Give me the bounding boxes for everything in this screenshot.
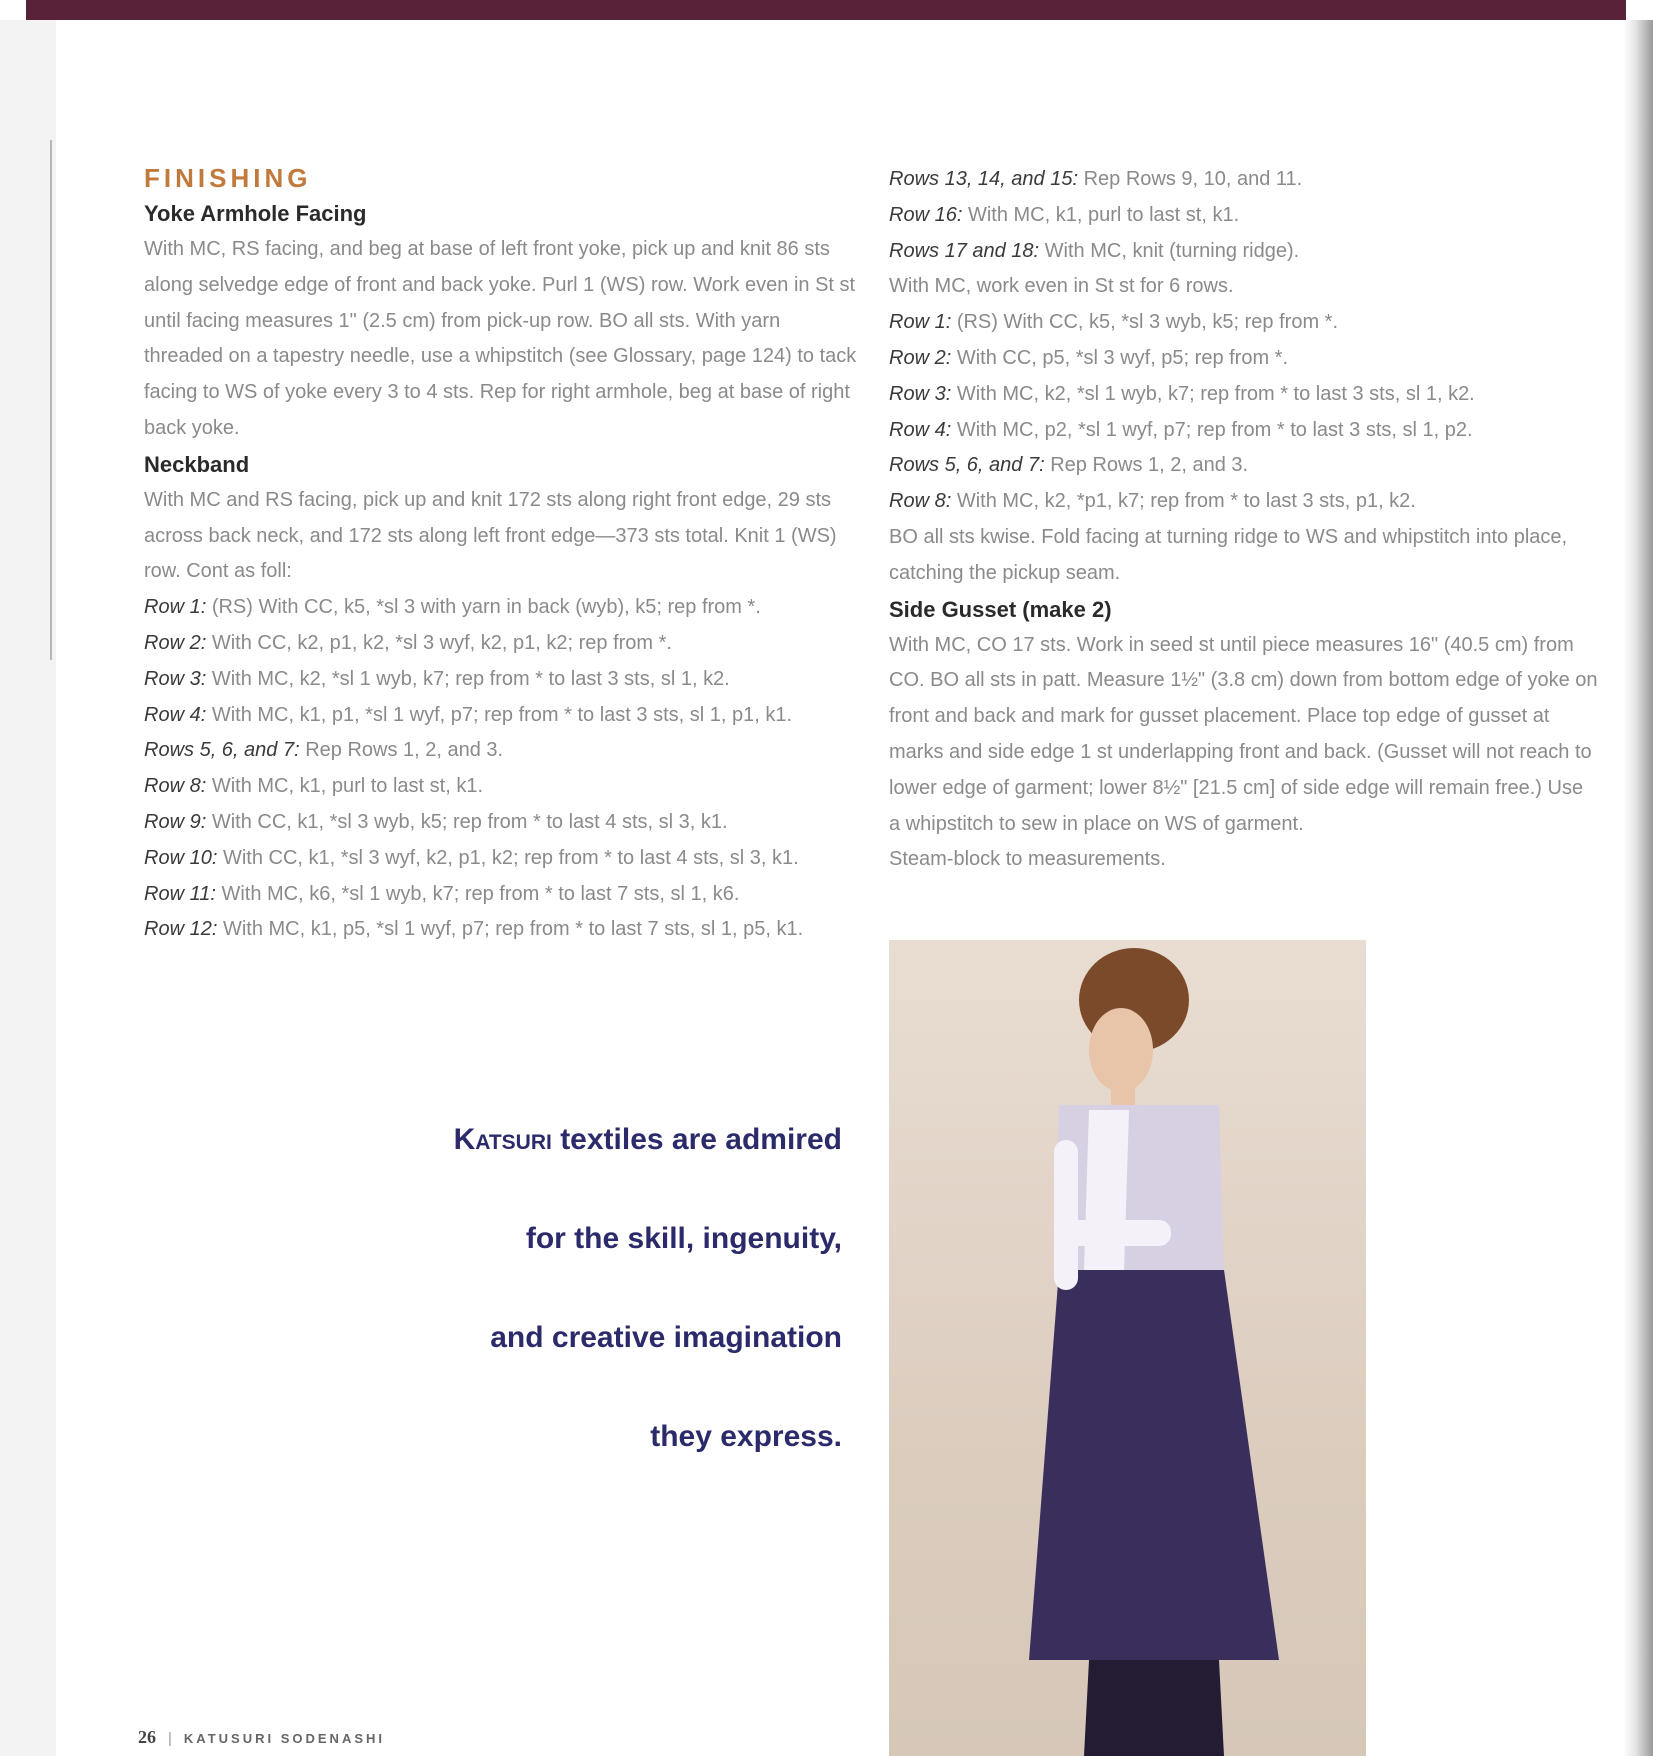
right-column [889,162,1599,878]
gusset-text: With MC, CO 17 sts. Work in seed st until piece measures 16" (40.5 cm) from CO. BO all sts in patt. Measure 1½" (3.8 cm) down from bottom edge of yoke on front and back and mark for gusset placement. Place top edge of gusset at marks and side edge 1 st underlapping front and back. (Gusset will not reach to lower edge of garment; lower 8½" [21.5 cm] of side edge will remain free.) Use a whipstitch to sew in place on WS of garment. [889,633,1598,835]
row-instruction [144,733,864,769]
row-text: With MC, k6, *sl 1 wyb, k7; rep from * to last 7 sts, sl 1, k6. [221,882,740,905]
row-label: Row 1: [889,311,952,334]
neckband-rows [144,590,864,948]
row-instruction [889,448,1599,484]
gusset-heading: Side Gusset (make 2) [889,596,1112,622]
row-label: Row 9: [144,810,207,833]
row-label: Row 11: [144,882,216,905]
row-instruction [889,234,1599,270]
pull-quote [330,1105,842,1501]
row-label: Row 4: [144,703,207,726]
yoke-heading: Yoke Armhole Facing [144,201,367,226]
row-instruction [144,769,864,805]
row-label: Rows 5, 6, and 7: [889,454,1045,477]
quote-text: textiles are admired [560,1123,842,1156]
row-label: Rows 5, 6, and 7: [144,739,300,762]
row-instruction [889,377,1599,413]
row-text: Rep Rows 1, 2, and 3. [1050,454,1249,477]
row-label: Row 8: [889,490,952,513]
row-label: Row 2: [889,346,952,369]
row-text: With MC, k2, *sl 1 wyb, k7; rep from * to last 3 sts, sl 1, k2. [956,382,1475,405]
row-instruction [144,805,864,841]
row-label: Row 3: [889,382,952,405]
row-label: Rows 17 and 18: [889,239,1040,262]
neckband-text: With MC and RS facing, pick up and knit 172 sts along right front edge, 29 sts across back neck, and 172 sts along left front edge—373 sts total. Knit 1 (WS) row. Cont as foll: [144,488,837,583]
row-instruction [144,626,864,662]
row-label: Row 2: [144,631,207,654]
row-text: With MC, knit (turning ridge). [1044,239,1300,262]
page-gutter [0,20,56,1756]
row-label: Row 16: [889,203,963,226]
top-color-bar [26,0,1626,20]
row-label: Row 10: [144,846,218,869]
bind-off-text: BO all sts kwise. Fold facing at turning ridge to WS and whipstitch into place, catching the pickup seam. [889,525,1568,584]
neckband-heading: Neckband [144,451,250,477]
gutter-line [50,140,52,660]
left-column [144,160,864,948]
quote-line [330,1105,842,1204]
row-label: Row 8: [144,775,207,798]
row-text: (RS) With CC, k5, *sl 3 with yarn in back (wyb), k5; rep from *. [211,596,761,619]
row-text: With MC, k1, purl to last st, k1. [967,203,1240,226]
quote-line: for the skill, ingenuity, [525,1222,842,1255]
row-text: With CC, k1, *sl 3 wyf, k2, p1, k2; rep from * to last 4 sts, sl 3, k1. [222,846,799,869]
yoke-text: With MC, RS facing, and beg at base of left front yoke, pick up and knit 86 sts along selvedge edge of front and back yoke. Purl 1 (WS) row. Work even in St st until facing measures 1" (2.5 cm) from pick-up row. BO all sts. With yarn threaded on a tapestry needle, use a whipstitch (see Glossary, page 124) to tack facing to WS of yoke every 3 to 4 sts. Rep for right armhole, beg at base of right back yoke. [144,238,857,439]
row-text: With CC, k2, p1, k2, *sl 3 wyf, k2, p1, k2; rep from *. [211,631,672,654]
even-text: With MC, work even in St st for 6 rows. [889,275,1234,298]
row-instruction [144,662,864,698]
section-title: FINISHING [144,163,312,193]
row-text: With CC, p5, *sl 3 wyf, p5; rep from *. [956,346,1289,369]
row-text: Rep Rows 1, 2, and 3. [305,739,504,762]
row-instruction [889,162,1599,198]
row-text: (RS) With CC, k5, *sl 3 wyb, k5; rep from *. [956,311,1339,334]
model-figure-illustration [889,940,1366,1756]
quote-line: they express. [650,1420,842,1453]
row-label: Row 12: [144,918,218,941]
row-text: With MC, k2, *p1, k7; rep from * to last 3 sts, p1, k2. [956,490,1416,513]
row-text: With MC, k1, p1, *sl 1 wyf, p7; rep from * to last 3 sts, sl 1, p1, k1. [211,703,793,726]
row-instruction [144,841,864,877]
quote-emphasis: Katsuri [453,1123,552,1156]
model-photo [889,940,1366,1756]
book-title: KATUSURI SODENASHI [183,1731,386,1746]
page-edge-shadow [1623,20,1653,1756]
row-text: With MC, k2, *sl 1 wyb, k7; rep from * to last 3 sts, sl 1, k2. [211,667,730,690]
row-label: Row 1: [144,596,207,619]
row-instruction [889,305,1599,341]
row-instruction [889,413,1599,449]
steam-text: Steam-block to measurements. [889,848,1166,871]
row-instruction [144,877,864,913]
row-instruction [889,484,1599,520]
footer-separator: | [168,1730,172,1747]
page-number: 26 [138,1727,156,1747]
page-footer [138,1727,385,1748]
row-instruction [144,912,864,948]
quote-line: and creative imagination [490,1321,842,1354]
row-text: With MC, k1, p5, *sl 1 wyf, p7; rep from * to last 7 sts, sl 1, p5, k1. [222,918,804,941]
row-label: Rows 13, 14, and 15: [889,168,1079,190]
row-instruction [144,590,864,626]
row-instruction [889,198,1599,234]
row-label: Row 4: [889,418,952,441]
row-text: With CC, k1, *sl 3 wyb, k5; rep from * to last 4 sts, sl 3, k1. [211,810,728,833]
row-text: With MC, k1, purl to last st, k1. [211,775,483,798]
row-instruction [144,698,864,734]
row-label: Row 3: [144,667,207,690]
row-instruction [889,341,1599,377]
row-text: With MC, p2, *sl 1 wyf, p7; rep from * to last 3 sts, sl 1, p2. [956,418,1473,441]
row-text: Rep Rows 9, 10, and 11. [1083,168,1303,190]
